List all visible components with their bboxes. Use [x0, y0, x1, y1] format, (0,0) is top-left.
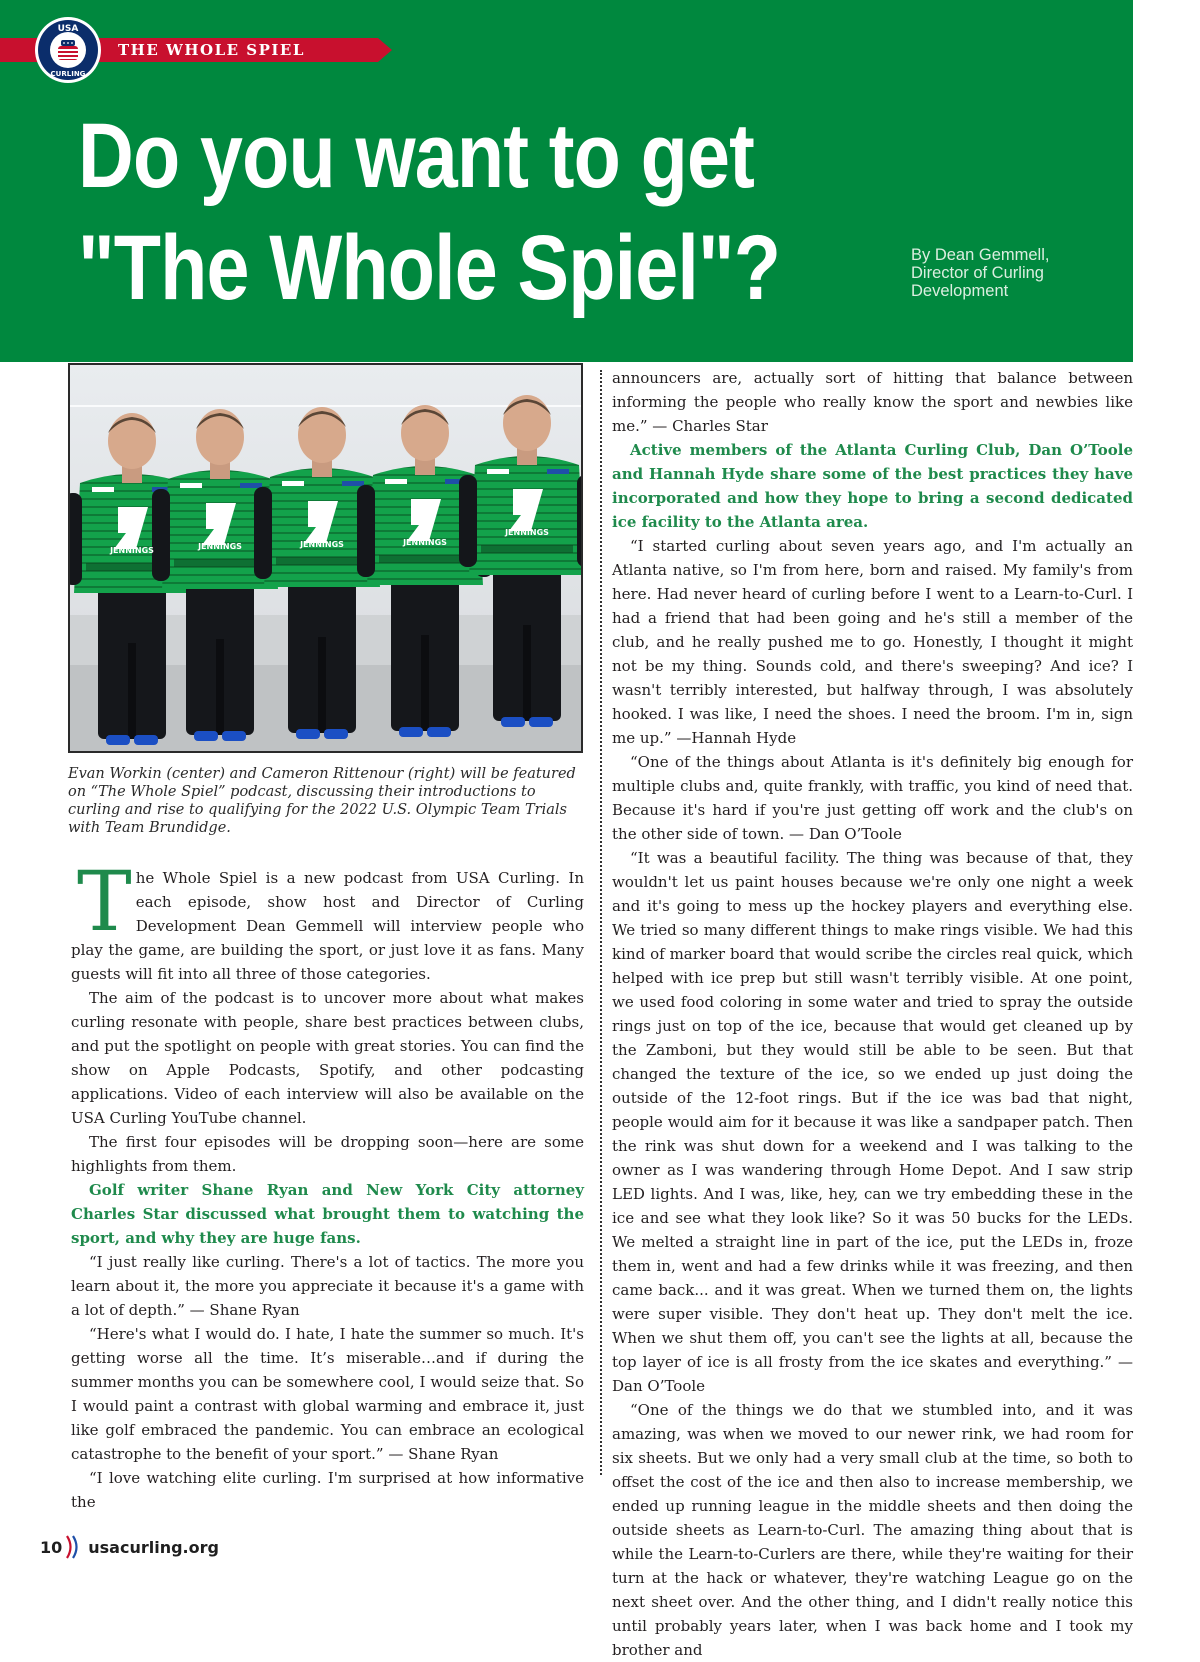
headline-line-1: Do you want to get — [78, 105, 755, 207]
drop-cap: T — [77, 855, 132, 950]
byline-line-1: By Dean Gemmell, — [911, 246, 1050, 264]
article-subhead: Active members of the Atlanta Curling Club, Dan O’Toole and Hannah Hyde share some of the best practices they have incorporated and how they hope to bring a second dedicated ice facility to the Atlanta area. — [612, 441, 1133, 531]
article-paragraph: “It was a beautiful facility. The thing was because of that, they wouldn't let us paint houses because we're only one night a week and it's going to mess up the hockey players and everything else. We tried so many different things to make rings visible. We had this kind of marker board that would scribe the circles real quick, which helped with ice prep but still wasn't terribly visible. At one point, we used food coloring in some water and tried to spray the outside rings just on top of the ice, because that would get cleaned up by the Zamboni, but they would still be able to be seen. But that changed the texture of the ice, so we ended up just doing the outside of the 12-foot rings. But if the ice was bad that night, people would aim for it because it was like a sandpaper patch. Then the rink was shut down for a weekend and I was talking to the owner as I was wandering through Home Depot. And I saw strip LED lights. And I was, like, hey, can we try embedding these in the ice and see what they look like? So it was 50 bucks for the LEDs. We melted a straight line in part of the ice, put the LEDs in, froze them in, went and had a few drinks while it was freezing, and then came back... and it was great. When we turned them on, the lights were super visible. They don't heat up. They don't melt the ice. When we shut them off, you can't see the lights at all, because the top layer of ice is all frosty from the ice skates and everything.” — Dan O’Toole — [612, 849, 1133, 1395]
jersey-text: JENNINGS — [198, 542, 242, 551]
article-paragraph: announcers are, actually sort of hitting that balance between informing the people who really know the sport and newbies like me.” — Charles Star — [612, 369, 1133, 435]
paragraph-text: he Whole Spiel is a new podcast from USA Curling. In each episode, show host and Director of Curling Development Dean Gemmell will interview people who play the game, are building the sport, or just love it as fans. Many guests will fit into all three of those categories. — [71, 869, 584, 983]
article-paragraph: “Here's what I would do. I hate, I hate the summer so much. It's getting worse all the time. It’s miserable…and if during the summer months you can be somewhere cool, I would seize that. So I would paint a contrast with global warming and embrace it, just like golf embraced the pandemic. You can embrace an ecological catastrophe to the benefit of your sport.” — Shane Ryan — [71, 1325, 584, 1463]
column-divider — [600, 370, 602, 1475]
article-paragraph — [71, 855, 584, 986]
article-paragraph: The aim of the podcast is to uncover more about what makes curling resonate with people, share best practices between clubs, and put the spotlight on people with great stories. You can find the show on Apple Podcasts, Spotify, and other podcasting applications. Video of each interview will also be available on the USA Curling YouTube channel. — [71, 989, 584, 1127]
page-number: 10 — [40, 1537, 63, 1557]
usa-curling-logo — [34, 16, 102, 84]
jersey-text: JENNINGS — [403, 538, 447, 547]
team-photo-illustration — [70, 365, 581, 751]
section-label: THE WHOLE SPIEL — [118, 41, 305, 59]
article-paragraph: “I love watching elite curling. I'm surprised at how informative the — [71, 1469, 584, 1511]
logo-top-text: USA — [57, 24, 79, 34]
team-photo — [68, 363, 583, 753]
arcs-icon — [64, 1534, 80, 1560]
site-url[interactable]: usacurling.org — [88, 1537, 219, 1557]
headline-line-2: "The Whole Spiel"? — [78, 217, 781, 319]
article-paragraph: “One of the things we do that we stumbled into, and it was amazing, was when we moved to our newer rink, we had room for six sheets. But we only had a very small club at the time, so both to offset the cost of the ice and then also to increase membership, we ended up running league in the middle sheets and then doing the outside sheets as Learn-to-Curl. The amazing thing about that is while the Learn-to-Curlers are there, while they're waiting for their turn at the hack or whatever, they're watching League go on the next sheet over. And the other thing, and I didn't really notice this until probably years later, when I was back home and I took my brother and — [612, 1401, 1133, 1659]
jersey-text: JENNINGS — [505, 528, 549, 537]
article-paragraph: “I just really like curling. There's a lot of tactics. The more you learn about it, the more you appreciate it because it's a game with a lot of depth.” — Shane Ryan — [71, 1253, 584, 1319]
article-paragraph: “One of the things about Atlanta is it's definitely big enough for multiple clubs and, quite frankly, with traffic, you kind of need that. Because it's hard if you're just getting off work and the club's on the other side of town. — Dan O’Toole — [612, 753, 1133, 843]
logo-bottom-text: CURLING — [50, 70, 86, 78]
jersey-text: JENNINGS — [110, 546, 154, 555]
article-column-left — [71, 855, 584, 1514]
article-column-right — [612, 366, 1133, 1662]
article-paragraph: The first four episodes will be dropping soon—here are some highlights from them. — [71, 1133, 584, 1175]
article-paragraph: “I started curling about seven years ago, and I'm actually an Atlanta native, so I'm from here, born and raised. My family's from here. Had never heard of curling before I went to a Learn-to-Curl. I had a friend that had been going and he's still a member of the club, and he really pushed me to go. Honestly, I thought it might not be my thing. Sounds cold, and there's sweeping? And ice? I wasn't terribly interested, but halfway through, I was absolutely hooked. I was like, I need the shoes. I need the broom. I'm in, sign me up.” —Hannah Hyde — [612, 537, 1133, 747]
byline — [911, 246, 1111, 300]
article-subhead: Golf writer Shane Ryan and New York City attorney Charles Star discussed what brought them to watching the sport, and why they are huge fans. — [71, 1181, 584, 1247]
page-title — [78, 100, 781, 324]
photo-caption: Evan Workin (center) and Cameron Rittenour (right) will be featured on “The Whole Spiel” podcast, discussing their introductions to curling and rise to qualifying for the 2022 U.S. Olympic Team Trials with Team Brundidge. — [68, 766, 576, 836]
byline-line-2: Director of Curling — [911, 264, 1044, 282]
byline-line-3: Development — [911, 282, 1009, 300]
jersey-text: JENNINGS — [300, 540, 344, 549]
